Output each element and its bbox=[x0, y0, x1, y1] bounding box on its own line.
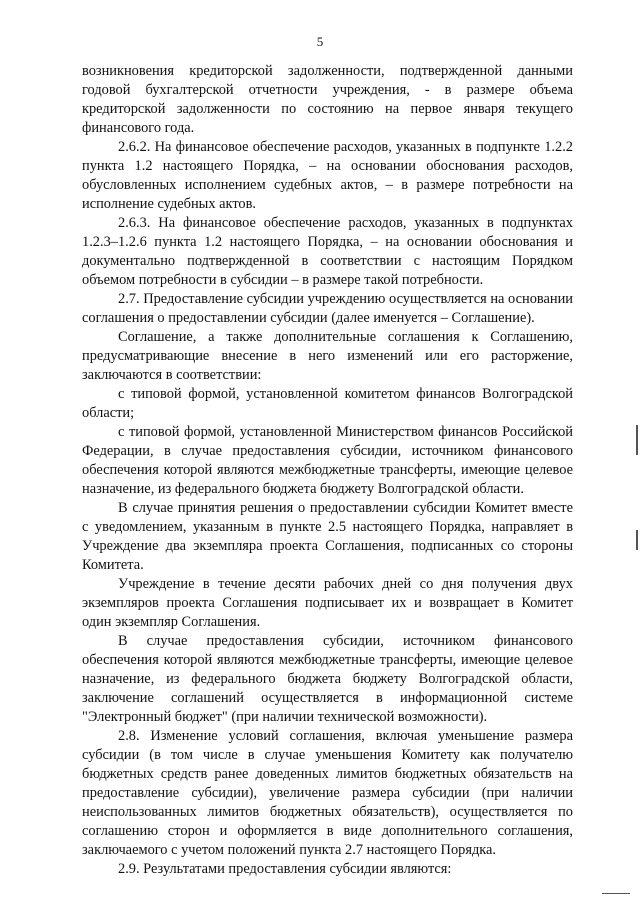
paragraph: В случае принятия решения о предоставлении субсидии Комитет вместе с уведомлением, указанным в пункте 2.5 настоящего Порядка, направляет в Учреждение два экземпляра проекта Соглашения, подписанных со стороны Комитета. bbox=[82, 500, 573, 573]
paragraph: Учреждение в течение десяти рабочих дней со дня получения двух экземпляров проекта Соглашения подписывает их и возвращает в Комитет один экземпляр Соглашения. bbox=[82, 576, 573, 630]
scan-edge-mark bbox=[636, 530, 638, 550]
paragraph: 2.7. Предоставление субсидии учреждению осуществляется на основании соглашения о предоставлении субсидии (далее именуется – Соглашение). bbox=[82, 291, 573, 326]
paragraph: 2.9. Результатами предоставления субсидии являются: bbox=[118, 861, 452, 877]
page-number: 5 bbox=[316, 34, 324, 49]
scan-edge-mark bbox=[602, 893, 630, 894]
document-body bbox=[82, 62, 573, 879]
paragraph: с типовой формой, установленной комитетом финансов Волгоградской области; bbox=[82, 386, 573, 421]
scan-edge-mark bbox=[636, 425, 638, 455]
paragraph: 2.6.3. На финансовое обеспечение расходов, указанных в подпунктах 1.2.3–1.2.6 пункта 1.2 настоящего Порядка, – на основании обоснования и документально подтвержденной в соответствии с настоящим Порядком объемом потребности в субсидии – в размере такой потребности. bbox=[82, 215, 573, 288]
paragraph: Соглашение, а также дополнительные соглашения к Соглашению, предусматривающие внесение в него изменений или его расторжение, заключаются в соответствии: bbox=[82, 329, 573, 383]
paragraph: с типовой формой, установленной Министерством финансов Российской Федерации, в случае предоставления субсидии, источником финансового обеспечения которой являются межбюджетные трансферты, имеющие целевое назначение, из федерального бюджета бюджету Волгоградской области. bbox=[82, 424, 573, 497]
paragraph: возникновения кредиторской задолженности, подтвержденной данными годовой бухгалтерской отчетности учреждения, - в размере объема кредиторской задолженности по состоянию на первое января текущего финансового года. bbox=[82, 63, 573, 136]
paragraph: В случае предоставления субсидии, источником финансового обеспечения которой являются межбюджетные трансферты, имеющие целевое назначение, из федерального бюджета бюджету Волгоградской области, заключение соглашений осуществляется в информационной системе "Электронный бюджет" (при наличии технической возможности). bbox=[82, 633, 573, 725]
paragraph: 2.8. Изменение условий соглашения, включая уменьшение размера субсидии (в том числе в случае уменьшения Комитету как получателю бюджетных средств ранее доведенных лимитов бюджетных обязательств на предоставление субсидии), увеличение размера субсидии (при наличии неиспользованных лимитов бюджетных обязательств), осуществляется по соглашению сторон и оформляется в виде дополнительного соглашения, заключаемого с учетом положений пункта 2.7 настоящего Порядка. bbox=[82, 728, 573, 858]
paragraph: 2.6.2. На финансовое обеспечение расходов, указанных в подпункте 1.2.2 пункта 1.2 настоящего Порядка, – на основании обоснования расходов, обусловленных исполнением судебных актов, – в размере потребности на исполнение судебных актов. bbox=[82, 139, 573, 212]
